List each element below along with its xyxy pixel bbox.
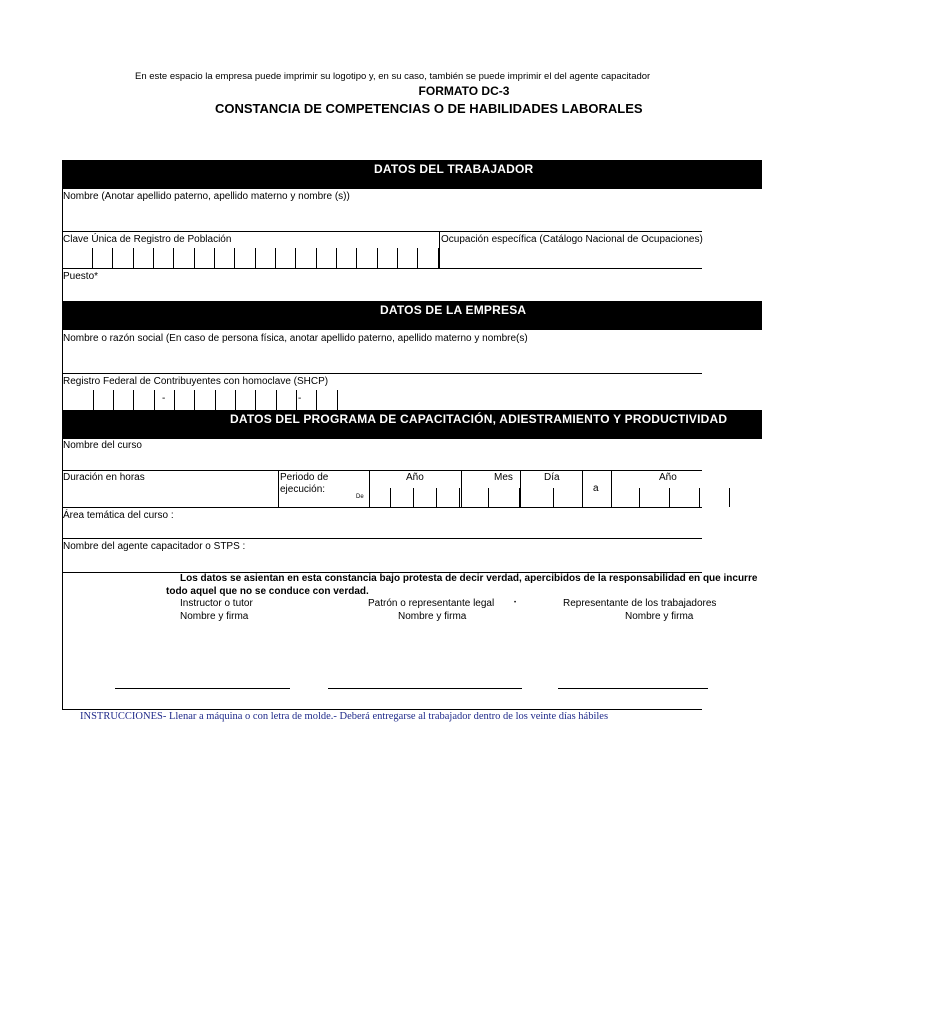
rfc-label: Registro Federal de Contribuyentes con homoclave (SHCP) [63, 376, 329, 387]
from-label: De [356, 494, 364, 500]
truth-statement-line2: todo aquel que no se conduce con verdad. [166, 586, 369, 597]
worker-name-label: Nombre (Anotar apellido paterno, apellido materno y nombre (s)) [63, 191, 350, 202]
workers-rep-sign-label: Nombre y firma [625, 611, 694, 622]
hours-label: Duración en horas [63, 472, 145, 483]
period-label-line2: ejecución: [280, 484, 326, 495]
rfc-dash-1: - [162, 393, 166, 404]
program-section-title: DATOS DEL PROGRAMA DE CAPACITACIÓN, ADIESTRAMIENTO Y PRODUCTIVIDAD [230, 412, 728, 426]
instructor-signature-line[interactable] [115, 688, 290, 689]
end-date-cells[interactable] [611, 488, 730, 507]
employer-sign-label: Nombre y firma [398, 611, 467, 622]
truth-statement-line1: Los datos se asientan en esta constancia bajo protesta de decir verdad, apercibidos de la responsabilidad en que incurre [180, 573, 758, 584]
course-name-label: Nombre del curso [63, 440, 142, 451]
company-section-band [62, 301, 762, 330]
year-label-2: Año [659, 472, 677, 483]
instructions-text: INSTRUCCIONES- Llenar a máquina o con letra de molde.- Deberá entregarse al trabajador dentro de los veinte días hábiles [80, 711, 609, 722]
employer-role-label: Patrón o representante legal [368, 598, 495, 609]
training-agent-label: Nombre del agente capacitador o STPS : [63, 541, 246, 552]
position-label: Puesto* [63, 271, 99, 282]
curp-label: Clave Única de Registro de Población [63, 234, 232, 245]
instructor-role-label: Instructor o tutor [180, 598, 253, 609]
format-code: FORMATO DC-3 [418, 84, 510, 98]
logo-space-note: En este espacio la empresa puede imprimir su logotipo y, en su caso, también se puede imprimir el del agente capacitador [135, 71, 651, 82]
worker-section-title: DATOS DEL TRABAJADOR [374, 162, 534, 176]
month-label: Mes [494, 472, 513, 483]
period-label-line1: Periodo de [280, 472, 329, 483]
employer-signature-line[interactable] [328, 688, 522, 689]
to-label: a [593, 483, 599, 494]
day-label: Día [544, 472, 560, 483]
company-name-label: Nombre o razón social (En caso de persona física, anotar apellido paterno, apellido materno y nombre(s) [63, 333, 528, 344]
worker-section-band [62, 160, 762, 189]
year-label: Año [406, 472, 424, 483]
company-section-title: DATOS DE LA EMPRESA [380, 303, 527, 317]
employer-bullet-mark: • [514, 600, 517, 606]
occupation-label: Ocupación específica (Catálogo Nacional de Ocupaciones) [441, 234, 703, 245]
workers-rep-role-label: Representante de los trabajadores [563, 598, 717, 609]
subject-area-label: Área temática del curso : [63, 510, 174, 521]
program-section-band [62, 410, 762, 439]
instructor-sign-label: Nombre y firma [180, 611, 249, 622]
workers-rep-signature-line[interactable] [558, 688, 708, 689]
start-date-cells[interactable] [369, 488, 583, 507]
curp-input-cells[interactable] [73, 248, 439, 268]
form-title: CONSTANCIA DE COMPETENCIAS O DE HABILIDADES LABORALES [215, 101, 643, 116]
rfc-dash-2: - [298, 393, 302, 404]
